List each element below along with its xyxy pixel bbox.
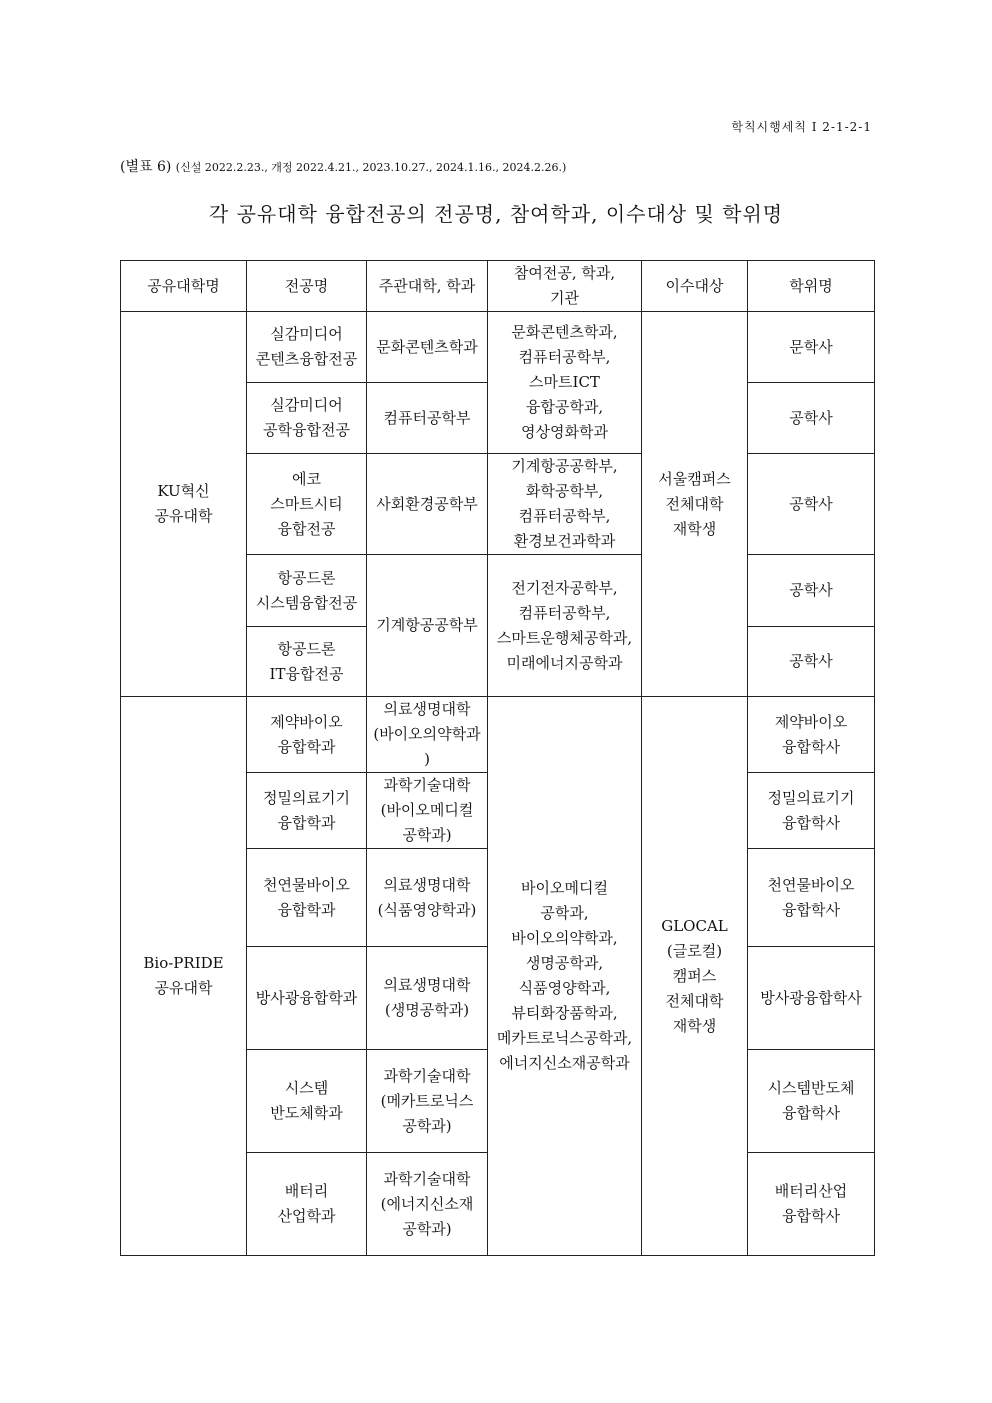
- degree-name: 방사광융합학사: [748, 947, 875, 1050]
- host-dept: 과학기술대학 (바이오메디컬 공학과): [367, 773, 488, 849]
- header-major: 전공명: [247, 261, 367, 312]
- major-name: 항공드론 IT융합전공: [247, 627, 367, 697]
- host-dept: 과학기술대학 (에너지신소재 공학과): [367, 1153, 488, 1256]
- university-name: KU혁신 공유대학: [121, 312, 247, 697]
- degree-name: 정밀의료기기 융합학사: [748, 773, 875, 849]
- major-name: 실감미디어 콘텐츠융합전공: [247, 312, 367, 383]
- document-title: 각 공유대학 융합전공의 전공명, 참여학과, 이수대상 및 학위명: [208, 202, 784, 226]
- participating-depts: 바이오메디컬 공학과, 바이오의약학과, 생명공학과, 식품영양학과, 뷰티화장품학과, 메카트로닉스공학과, 에너지신소재공학과: [488, 697, 642, 1256]
- host-dept: 의료생명대학 (바이오의약학과 ): [367, 697, 488, 773]
- host-dept: 의료생명대학 (식품영양학과): [367, 849, 488, 947]
- annex-label: (별표 6): [120, 159, 172, 175]
- table-header-row: [121, 261, 875, 312]
- degree-name: 공학사: [748, 627, 875, 697]
- major-name: 배터리 산업학과: [247, 1153, 367, 1256]
- header-degree: 학위명: [748, 261, 875, 312]
- degree-name: 제약바이오 융합학사: [748, 697, 875, 773]
- major-name: 방사광융합학과: [247, 947, 367, 1050]
- major-name: 에코 스마트시티 융합전공: [247, 454, 367, 555]
- document-reference: 학칙시행세칙 Ⅰ 2-1-2-1: [731, 120, 872, 134]
- header-participants: 참여전공, 학과, 기관: [488, 261, 642, 312]
- major-name: 항공드론 시스템융합전공: [247, 555, 367, 627]
- university-name: Bio-PRIDE 공유대학: [121, 697, 247, 1256]
- major-name: 천연물바이오 융합학과: [247, 849, 367, 947]
- host-dept: 의료생명대학 (생명공학과): [367, 947, 488, 1050]
- host-dept: 기계항공공학부: [367, 555, 488, 697]
- major-name: 시스템 반도체학과: [247, 1050, 367, 1153]
- host-dept: 컴퓨터공학부: [367, 383, 488, 454]
- major-name: 정밀의료기기 융합학과: [247, 773, 367, 849]
- shared-university-majors-table: [120, 260, 875, 1256]
- header-university: 공유대학명: [121, 261, 247, 312]
- table-row: [121, 312, 875, 383]
- degree-name: 공학사: [748, 454, 875, 555]
- degree-name: 공학사: [748, 555, 875, 627]
- major-name: 제약바이오 융합학과: [247, 697, 367, 773]
- host-dept: 문화콘텐츠학과: [367, 312, 488, 383]
- annex-line: [120, 156, 566, 176]
- header-target: 이수대상: [642, 261, 748, 312]
- eligible-students: GLOCAL (글로컬) 캠퍼스 전체대학 재학생: [642, 697, 748, 1256]
- major-name: 실감미디어 공학융합전공: [247, 383, 367, 454]
- table-row: [121, 697, 875, 773]
- degree-name: 배터리산업 융합학사: [748, 1153, 875, 1256]
- host-dept: 사회환경공학부: [367, 454, 488, 555]
- participating-depts: 전기전자공학부, 컴퓨터공학부, 스마트운행체공학과, 미래에너지공학과: [488, 555, 642, 697]
- eligible-students: 서울캠퍼스 전체대학 재학생: [642, 312, 748, 697]
- host-dept: 과학기술대학 (메카트로닉스 공학과): [367, 1050, 488, 1153]
- degree-name: 천연물바이오 융합학사: [748, 849, 875, 947]
- annex-history: (신설 2022.2.23., 개정 2022.4.21., 2023.10.27., 2024.1.16., 2024.2.26.): [175, 161, 567, 174]
- participating-depts: 기계항공공학부, 화학공학부, 컴퓨터공학부, 환경보건과학과: [488, 454, 642, 555]
- degree-name: 문학사: [748, 312, 875, 383]
- header-host: 주관대학, 학과: [367, 261, 488, 312]
- degree-name: 시스템반도체 융합학사: [748, 1050, 875, 1153]
- degree-name: 공학사: [748, 383, 875, 454]
- participating-depts: 문화콘텐츠학과, 컴퓨터공학부, 스마트ICT 융합공학과, 영상영화학과: [488, 312, 642, 454]
